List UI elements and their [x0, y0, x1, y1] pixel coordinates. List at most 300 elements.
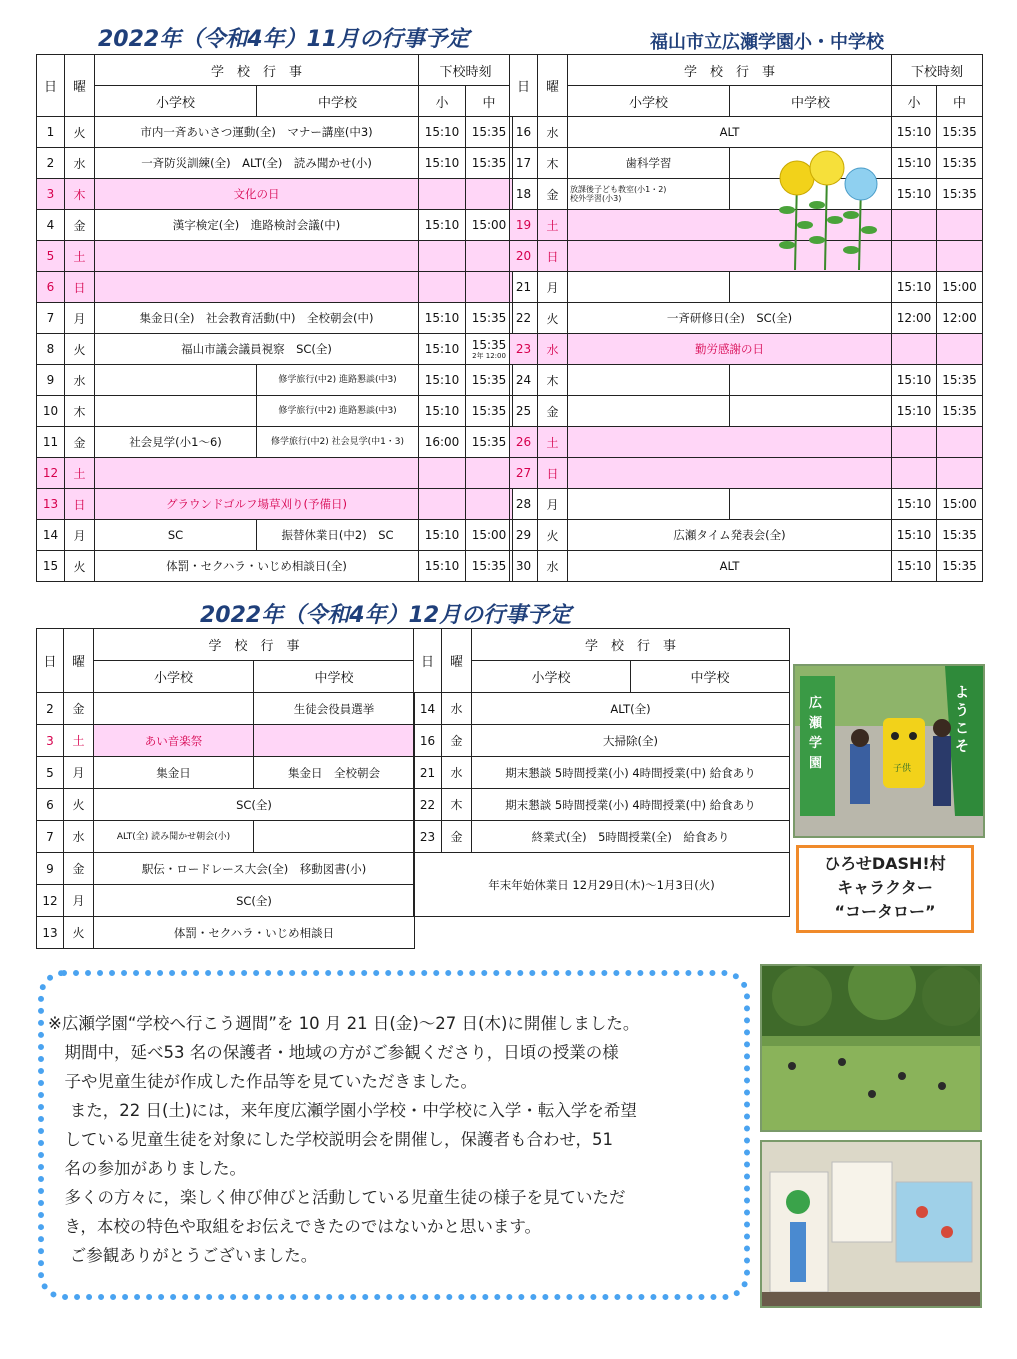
elem-dismissal-cell: 15:10 — [892, 396, 937, 427]
table-row — [510, 427, 983, 458]
table-row — [37, 272, 513, 303]
weekday-cell: 土 — [538, 210, 568, 241]
elem-dismissal-cell — [419, 179, 466, 210]
elem-dismissal-cell — [419, 458, 466, 489]
jr-dismissal-note: 2年 12:00 — [472, 352, 506, 360]
table-row — [37, 693, 415, 725]
notice-line: ご参観ありがとうございました。 — [48, 1246, 318, 1265]
table-row — [37, 365, 513, 396]
table-row — [37, 757, 415, 789]
jr-dismissal-time: 12:00 — [942, 311, 977, 325]
weekday-cell: 金 — [65, 427, 95, 458]
day-cell: 3 — [37, 725, 64, 757]
table-row — [37, 148, 513, 179]
weekday-cell: 金 — [65, 210, 95, 241]
elementary-event-cell: 放課後子ども教室(小1・2) 校外学習(小3) — [568, 179, 730, 210]
header-school-events: 学 校 行 事 — [95, 55, 419, 86]
elementary-event-cell: ALT(全) 読み聞かせ朝会(小) — [94, 821, 254, 853]
day-cell: 23 — [510, 334, 538, 365]
jr-dismissal-cell — [937, 365, 983, 396]
elementary-event-cell: 集金日 — [94, 757, 254, 789]
weekday-cell: 水 — [538, 551, 568, 582]
day-cell: 14 — [414, 693, 442, 725]
event-cell: 体罰・セクハラ・いじめ相談日 — [94, 917, 415, 949]
header-dismissal-time: 下校時刻 — [892, 55, 983, 86]
header-weekday: 曜 — [442, 629, 472, 693]
event-cell: グラウンドゴルフ場草刈り(予備日) — [95, 489, 419, 520]
elementary-event-cell — [568, 489, 730, 520]
notice-line: 子や児童生徒が作成した作品等を見ていただきました。 — [48, 1072, 477, 1091]
weekday-cell: 火 — [538, 520, 568, 551]
jr-dismissal-cell — [937, 334, 983, 365]
jr-dismissal-time: 15:35 — [942, 156, 977, 170]
jr-dismissal-cell — [937, 210, 983, 241]
weekday-cell: 木 — [538, 365, 568, 396]
junior-high-event-cell — [730, 489, 892, 520]
jr-dismissal-cell — [937, 396, 983, 427]
day-cell: 14 — [37, 520, 65, 551]
day-cell: 29 — [510, 520, 538, 551]
table-row — [37, 551, 513, 582]
elem-dismissal-cell — [892, 210, 937, 241]
jr-dismissal-cell — [466, 520, 513, 551]
elementary-event-cell — [94, 693, 254, 725]
table-row — [37, 725, 415, 757]
event-cell: 期末懇談 5時間授業(小) 4時間授業(中) 給食あり — [472, 789, 790, 821]
jr-dismissal-time: 15:35 — [942, 187, 977, 201]
table-row — [510, 272, 983, 303]
elementary-event-cell: 歯科学習 — [568, 148, 730, 179]
jr-dismissal-time: 15:35 — [471, 559, 507, 573]
jr-dismissal-cell — [466, 303, 513, 334]
mascot-label: 子供 — [893, 764, 912, 774]
day-cell: 19 — [510, 210, 538, 241]
elementary-event-cell — [568, 365, 730, 396]
jr-dismissal-cell — [466, 489, 513, 520]
junior-high-event-cell: 修学旅行(中2) 進路懇談(中3) — [257, 396, 419, 427]
jr-dismissal-cell — [937, 117, 983, 148]
junior-high-event-cell: 集金日 全校朝会 — [254, 757, 415, 789]
header-school-events: 学 校 行 事 — [472, 629, 790, 661]
jr-dismissal-cell — [466, 117, 513, 148]
day-cell: 2 — [37, 148, 65, 179]
jr-dismissal-cell — [937, 489, 983, 520]
elementary-event-cell — [568, 272, 730, 303]
weekday-cell: 木 — [442, 789, 472, 821]
event-cell: 一斉研修日(全) SC(全) — [568, 303, 892, 334]
event-cell — [568, 427, 892, 458]
weekday-cell: 火 — [64, 789, 94, 821]
day-cell: 26 — [510, 427, 538, 458]
notice-line: ※広瀬学園“学校へ行こう週間”を 10 月 21 日(金)～27 日(木)に開催しました。 — [48, 1014, 640, 1033]
day-cell: 20 — [510, 241, 538, 272]
header-jr-short: 中 — [937, 86, 983, 117]
weekday-cell: 水 — [65, 148, 95, 179]
notice-line: 名の参加がありました。 — [48, 1159, 246, 1178]
weekday-cell: 水 — [442, 693, 472, 725]
elem-dismissal-cell: 15:10 — [419, 117, 466, 148]
elem-dismissal-cell: 15:10 — [419, 210, 466, 241]
header-day: 日 — [37, 55, 65, 117]
day-cell: 7 — [37, 303, 65, 334]
junior-high-event-cell: 振替休業日(中2) SC — [257, 520, 419, 551]
weekday-cell: 金 — [442, 821, 472, 853]
weekday-cell: 金 — [64, 853, 94, 885]
weekday-cell: 土 — [538, 427, 568, 458]
weekday-cell: 水 — [64, 821, 94, 853]
event-cell: 集金日(全) 社会教育活動(中) 全校朝会(中) — [95, 303, 419, 334]
event-cell: 体罰・セクハラ・いじめ相談日(全) — [95, 551, 419, 582]
elementary-event-cell: SC — [95, 520, 257, 551]
header-junior-high: 中学校 — [730, 86, 892, 117]
header-school-events: 学 校 行 事 — [94, 629, 415, 661]
weekday-cell: 日 — [65, 489, 95, 520]
table-row — [510, 241, 983, 272]
event-cell: 福山市議会議員視察 SC(全) — [95, 334, 419, 365]
header-day: 日 — [414, 629, 442, 693]
table-row — [37, 334, 513, 365]
banner-sign-welcome: ようこそ — [955, 685, 969, 755]
weekday-cell: 火 — [65, 334, 95, 365]
weekday-cell: 日 — [538, 458, 568, 489]
weekday-cell: 土 — [65, 458, 95, 489]
jr-dismissal-cell — [466, 551, 513, 582]
elementary-event-cell — [95, 365, 257, 396]
header-weekday: 曜 — [65, 55, 95, 117]
notice-line: き，本校の特色や取組をお伝えできたのではないかと思います。 — [48, 1217, 542, 1236]
weekday-cell: 日 — [65, 272, 95, 303]
caption-line-2: キャラクター — [837, 878, 933, 897]
header-junior-high: 中学校 — [254, 661, 415, 693]
day-cell: 11 — [37, 427, 65, 458]
table-row — [510, 365, 983, 396]
table-row — [414, 789, 790, 821]
weekday-cell: 月 — [64, 757, 94, 789]
table-row — [414, 757, 790, 789]
jr-dismissal-time: 15:35 — [471, 338, 507, 352]
november-table-left — [36, 54, 513, 582]
weekday-cell: 土 — [65, 241, 95, 272]
elem-dismissal-cell — [419, 241, 466, 272]
event-cell — [95, 458, 419, 489]
jr-dismissal-time: 15:00 — [942, 280, 977, 294]
elem-dismissal-cell: 15:10 — [419, 551, 466, 582]
weekday-cell: 木 — [65, 179, 95, 210]
table-row — [37, 210, 513, 241]
table-row — [510, 303, 983, 334]
table-row — [414, 725, 790, 757]
day-cell: 3 — [37, 179, 65, 210]
jr-dismissal-cell — [466, 241, 513, 272]
chrysanthemum-illustration — [775, 150, 887, 272]
weekday-cell: 火 — [64, 917, 94, 949]
elem-dismissal-cell: 15:10 — [419, 396, 466, 427]
december-title: 2022年（令和4年）12月の行事予定 — [200, 603, 572, 628]
field-activity-photo — [760, 964, 982, 1132]
jr-dismissal-cell — [466, 334, 513, 365]
elementary-event-cell: 社会見学(小1～6) — [95, 427, 257, 458]
mascot-caption — [796, 845, 974, 933]
junior-high-event-cell — [254, 821, 415, 853]
junior-high-event-cell — [730, 396, 892, 427]
header-weekday: 曜 — [64, 629, 94, 693]
jr-dismissal-cell — [466, 179, 513, 210]
day-cell: 22 — [510, 303, 538, 334]
table-row — [37, 917, 415, 949]
weekday-cell: 金 — [442, 725, 472, 757]
notice-line: 多くの方々に，楽しく伸び伸びと活動している児童生徒の様子を見ていただ — [48, 1188, 626, 1207]
junior-high-event-cell — [254, 725, 415, 757]
table-row — [510, 396, 983, 427]
event-cell: 漢字検定(全) 進路検討会議(中) — [95, 210, 419, 241]
table-row — [510, 148, 983, 179]
day-cell: 15 — [37, 551, 65, 582]
header-day: 日 — [37, 629, 64, 693]
table-row — [37, 241, 513, 272]
day-cell: 24 — [510, 365, 538, 396]
table-row — [510, 179, 983, 210]
elementary-event-cell — [568, 396, 730, 427]
jr-dismissal-cell — [937, 551, 983, 582]
weekday-cell: 月 — [65, 520, 95, 551]
day-cell: 8 — [37, 334, 65, 365]
event-cell: ALT — [568, 117, 892, 148]
table-row — [37, 853, 415, 885]
elem-dismissal-cell: 15:10 — [892, 489, 937, 520]
day-cell: 13 — [37, 917, 64, 949]
jr-dismissal-time: 15:35 — [471, 373, 507, 387]
junior-high-event-cell: 修学旅行(中2) 社会見学(中1・3) — [257, 427, 419, 458]
header-elem-short: 小 — [892, 86, 937, 117]
jr-dismissal-cell — [466, 365, 513, 396]
weekday-cell: 水 — [65, 365, 95, 396]
elem-dismissal-cell: 15:10 — [419, 148, 466, 179]
day-cell: 17 — [510, 148, 538, 179]
event-cell: 期末懇談 5時間授業(小) 4時間授業(中) 給食あり — [472, 757, 790, 789]
elem-dismissal-cell — [892, 458, 937, 489]
day-cell: 28 — [510, 489, 538, 520]
jr-dismissal-cell — [937, 148, 983, 179]
jr-dismissal-time: 15:00 — [471, 528, 507, 542]
table-row — [510, 117, 983, 148]
jr-dismissal-time: 15:35 — [471, 156, 507, 170]
jr-dismissal-cell — [937, 458, 983, 489]
artwork-display-photo — [760, 1140, 982, 1308]
jr-dismissal-time: 15:00 — [471, 218, 507, 232]
day-cell: 7 — [37, 821, 64, 853]
jr-dismissal-cell — [937, 179, 983, 210]
event-cell: 広瀬タイム発表会(全) — [568, 520, 892, 551]
day-cell: 9 — [37, 365, 65, 396]
table-row — [510, 551, 983, 582]
event-cell: 勤労感謝の日 — [568, 334, 892, 365]
weekday-cell: 金 — [64, 693, 94, 725]
header-junior-high: 中学校 — [257, 86, 419, 117]
elem-dismissal-cell: 15:10 — [892, 365, 937, 396]
header-day: 日 — [510, 55, 538, 117]
elementary-event-cell: あい音楽祭 — [94, 725, 254, 757]
elem-dismissal-cell — [419, 272, 466, 303]
weekday-cell: 火 — [538, 303, 568, 334]
event-cell — [95, 272, 419, 303]
november-title: 2022年（令和4年）11月の行事予定 — [98, 27, 470, 52]
jr-dismissal-cell — [466, 272, 513, 303]
table-row — [37, 427, 513, 458]
jr-dismissal-time: 15:35 — [942, 559, 977, 573]
jr-dismissal-time: 15:35 — [471, 404, 507, 418]
elem-dismissal-cell: 15:10 — [419, 365, 466, 396]
junior-high-event-cell — [730, 365, 892, 396]
event-cell: SC(全) — [94, 885, 415, 917]
notice-line: している児童生徒を対象にした学校説明会を開催し，保護者も合わせ，51 — [48, 1130, 614, 1149]
jr-dismissal-cell — [937, 241, 983, 272]
day-cell: 27 — [510, 458, 538, 489]
jr-dismissal-cell — [466, 396, 513, 427]
jr-dismissal-time: 15:35 — [471, 125, 507, 139]
elem-dismissal-cell: 15:10 — [892, 551, 937, 582]
header-school-events: 学 校 行 事 — [568, 55, 892, 86]
table-row — [37, 458, 513, 489]
jr-dismissal-cell — [937, 520, 983, 551]
elem-dismissal-cell: 15:10 — [892, 148, 937, 179]
table-row — [37, 303, 513, 334]
day-cell: 16 — [510, 117, 538, 148]
weekday-cell: 金 — [538, 396, 568, 427]
event-cell — [568, 458, 892, 489]
elem-dismissal-cell — [892, 334, 937, 365]
day-cell: 18 — [510, 179, 538, 210]
weekday-cell: 月 — [64, 885, 94, 917]
jr-dismissal-time: 15:35 — [942, 125, 977, 139]
day-cell: 25 — [510, 396, 538, 427]
table-row — [37, 489, 513, 520]
header-elem-short: 小 — [419, 86, 466, 117]
event-cell — [95, 241, 419, 272]
event-cell: ALT — [568, 551, 892, 582]
weekday-cell: 木 — [65, 396, 95, 427]
day-cell: 16 — [414, 725, 442, 757]
table-row — [37, 789, 415, 821]
december-table-right — [413, 628, 790, 917]
weekday-cell: 日 — [538, 241, 568, 272]
junior-high-event-cell — [730, 272, 892, 303]
event-cell: 終業式(全) 5時間授業(全) 給食あり — [472, 821, 790, 853]
table-row — [37, 117, 513, 148]
table-row — [510, 210, 983, 241]
elem-dismissal-cell: 15:10 — [892, 520, 937, 551]
jr-dismissal-cell — [937, 272, 983, 303]
header-weekday: 曜 — [538, 55, 568, 117]
jr-dismissal-cell — [466, 458, 513, 489]
weekday-cell: 水 — [538, 117, 568, 148]
day-cell: 6 — [37, 272, 65, 303]
mascot-photo — [793, 664, 985, 838]
jr-dismissal-cell — [937, 303, 983, 334]
day-cell: 21 — [414, 757, 442, 789]
jr-dismissal-cell — [466, 427, 513, 458]
day-cell: 2 — [37, 693, 64, 725]
caption-line-1: ひろせDASH!村 — [824, 854, 946, 873]
elem-dismissal-cell — [419, 489, 466, 520]
school-name: 福山市立広瀬学園小・中学校 — [650, 32, 884, 53]
elem-dismissal-cell: 16:00 — [419, 427, 466, 458]
header-elementary: 小学校 — [568, 86, 730, 117]
weekday-cell: 火 — [65, 551, 95, 582]
table-row — [510, 334, 983, 365]
header-elementary: 小学校 — [472, 661, 631, 693]
table-row — [414, 821, 790, 853]
table-row — [37, 885, 415, 917]
notice-line: 期間中，延べ53 名の保護者・地域の方がご参観くださり，日頃の授業の様 — [48, 1043, 619, 1062]
day-cell: 23 — [414, 821, 442, 853]
elem-dismissal-cell: 15:10 — [419, 334, 466, 365]
elem-dismissal-cell: 12:00 — [892, 303, 937, 334]
caption-line-3: “コータロー” — [834, 902, 936, 921]
day-cell: 22 — [414, 789, 442, 821]
header-elementary: 小学校 — [95, 86, 257, 117]
jr-dismissal-time: 15:35 — [942, 528, 977, 542]
day-cell: 9 — [37, 853, 64, 885]
elem-dismissal-cell: 15:10 — [419, 520, 466, 551]
weekday-cell: 月 — [538, 272, 568, 303]
day-cell: 12 — [37, 885, 64, 917]
day-cell: 6 — [37, 789, 64, 821]
notice-line: また，22 日(土)には，来年度広瀬学園小学校・中学校に入学・転入学を希望 — [48, 1101, 637, 1120]
day-cell: 21 — [510, 272, 538, 303]
banner-sign-school: 広瀬学園 — [809, 696, 823, 771]
weekday-cell: 月 — [538, 489, 568, 520]
table-row — [37, 396, 513, 427]
december-table-left — [36, 628, 415, 949]
elem-dismissal-cell: 15:10 — [892, 272, 937, 303]
event-cell: 大掃除(全) — [472, 725, 790, 757]
jr-dismissal-time: 15:35 — [471, 435, 507, 449]
elem-dismissal-cell: 15:10 — [419, 303, 466, 334]
weekday-cell: 土 — [64, 725, 94, 757]
header-junior-high: 中学校 — [631, 661, 790, 693]
elem-dismissal-cell: 15:10 — [892, 179, 937, 210]
jr-dismissal-time: 15:00 — [942, 497, 977, 511]
day-cell: 5 — [37, 757, 64, 789]
junior-high-event-cell: 生徒会役員選挙 — [254, 693, 415, 725]
day-cell: 4 — [37, 210, 65, 241]
weekday-cell: 木 — [538, 148, 568, 179]
event-cell: 一斉防災訓練(全) ALT(全) 読み聞かせ(小) — [95, 148, 419, 179]
header-jr-short: 中 — [466, 86, 513, 117]
november-table-right — [509, 54, 983, 582]
elem-dismissal-cell — [892, 427, 937, 458]
jr-dismissal-cell — [466, 210, 513, 241]
weekday-cell: 水 — [442, 757, 472, 789]
table-row — [510, 520, 983, 551]
weekday-cell: 金 — [538, 179, 568, 210]
jr-dismissal-cell — [466, 148, 513, 179]
header-elementary: 小学校 — [94, 661, 254, 693]
day-cell: 1 — [37, 117, 65, 148]
event-cell: 市内一斉あいさつ運動(全) マナー講座(中3) — [95, 117, 419, 148]
elem-dismissal-cell: 15:10 — [892, 117, 937, 148]
header-dismissal-time: 下校時刻 — [419, 55, 513, 86]
day-cell: 13 — [37, 489, 65, 520]
jr-dismissal-time: 15:35 — [471, 311, 507, 325]
table-row — [37, 179, 513, 210]
event-cell: 文化の日 — [95, 179, 419, 210]
elem-dismissal-cell — [892, 241, 937, 272]
table-row — [414, 693, 790, 725]
junior-high-event-cell: 修学旅行(中2) 進路懇談(中3) — [257, 365, 419, 396]
weekday-cell: 火 — [65, 117, 95, 148]
event-cell: ALT(全) — [472, 693, 790, 725]
